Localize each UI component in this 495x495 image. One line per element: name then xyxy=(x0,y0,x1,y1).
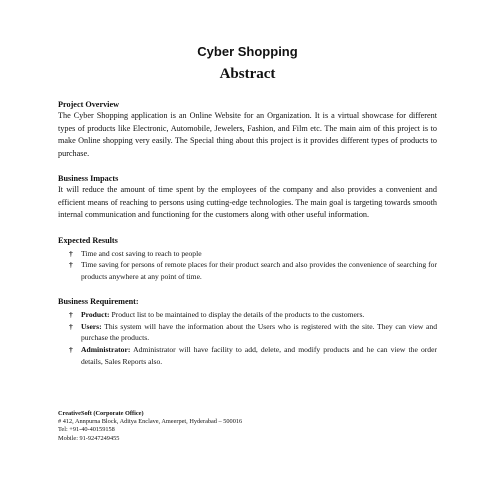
list-item xyxy=(58,248,437,260)
footer-org: CreativeSoft (Corporate Office) xyxy=(58,410,144,417)
list-item xyxy=(58,259,437,283)
section-business-requirement xyxy=(58,296,437,368)
section-heading: Expected Results xyxy=(58,235,118,245)
section-project-overview xyxy=(58,99,437,160)
company-footer xyxy=(58,410,242,443)
section-business-impacts xyxy=(58,173,437,222)
dagger-bullet-icon: † xyxy=(69,321,73,331)
document-subtitle: Abstract xyxy=(219,66,276,82)
dagger-bullet-icon: † xyxy=(69,248,73,258)
section-paragraph: It will reduce the amount of time spent by the employees of the company and also provides a convenient and efficient means of reaching to persons using cutting-edge technologies. The main goal is targeting towards smooth internal communication and functioning for the customers along with other useful information. xyxy=(58,185,437,219)
list-item-text: This system will have the information about the Users who is registered with the site. They can view and purchase the products. xyxy=(81,321,437,343)
footer-address: # 412, Annpurna Block, Aditya Enclave, Ameerpet, Hyderabad – 500016 xyxy=(58,418,243,426)
list-item-label: Users: xyxy=(81,321,102,331)
list-item-text: Time and cost saving to reach to people xyxy=(81,248,202,258)
list-item xyxy=(58,344,437,368)
section-expected-results xyxy=(58,235,437,283)
footer-tel: Tel: +91-40-40159158 xyxy=(58,426,115,434)
section-paragraph: The Cyber Shopping application is an Online Website for an Organization. It is a virtual showcase for different types of products like Electronic, Automobile, Jewelers, Fashion, and Film etc. The main aim of this project is to make Online shopping very easily. The Special thing about this project is it provides different types of products to purchase. xyxy=(58,111,437,158)
list-item xyxy=(58,321,437,345)
dagger-bullet-icon: † xyxy=(69,260,73,270)
list-item-text: Time saving for persons of remote places for their product search and also provides the convenience of searching for products anywhere at any point of time. xyxy=(81,260,437,282)
list-item xyxy=(58,309,437,321)
section-heading: Project Overview xyxy=(58,100,119,109)
requirement-list xyxy=(58,309,437,368)
list-item-label: Administrator: xyxy=(81,345,131,355)
dagger-bullet-icon: † xyxy=(69,309,73,319)
section-heading: Business Requirement: xyxy=(58,296,139,306)
list-item-text: Administrator will have facility to add, delete, and modify products and he can view the order details, Sales Reports also. xyxy=(81,345,437,367)
list-item-label: Product: xyxy=(81,309,110,319)
document-body xyxy=(58,99,437,381)
footer-mobile: Mobile: 91-9247249455 xyxy=(58,434,120,442)
results-list xyxy=(58,248,437,283)
document-title: Cyber Shopping xyxy=(197,44,298,59)
list-item-text: Product list to be maintained to display the details of the products to the customers. xyxy=(109,309,365,319)
section-heading: Business Impacts xyxy=(58,174,119,183)
dagger-bullet-icon: † xyxy=(69,345,73,355)
